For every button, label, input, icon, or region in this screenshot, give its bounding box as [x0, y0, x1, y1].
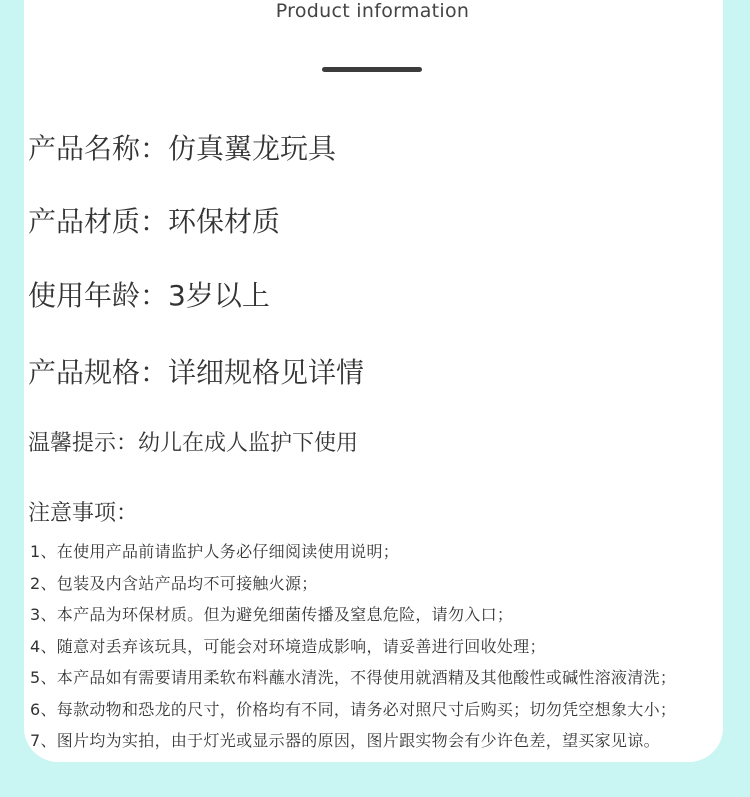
notes-item: 6、每款动物和恐龙的尺寸，价格均有不同，请务必对照尺寸后购买；切勿凭空想象大小； [30, 699, 677, 719]
notes-item: 5、本产品如有需要请用柔软布料蘸水清洗，不得使用就酒精及其他酸性或碱性溶液清洗； [30, 668, 677, 687]
notes-title: 注意事项： [28, 501, 139, 526]
section-title: Product information [275, 0, 470, 22]
notes-item: 7、图片均为实拍，由于灯光或显示器的原因，图片跟实物会有少许色差，望买家见谅。 [30, 731, 660, 750]
product-age: 使用年龄：3岁以上 [28, 279, 270, 312]
product-name: 产品名称：仿真翼龙玩具 [28, 132, 337, 165]
notes-item: 2、包装及内含站产品均不可接触火源； [30, 573, 318, 593]
product-material: 产品材质：环保材质 [28, 205, 281, 238]
notes-list [30, 536, 676, 757]
product-spec: 产品规格：详细规格见详情 [28, 356, 365, 389]
title-divider [322, 67, 422, 72]
notes-item: 3、本产品为环保材质。但为避免细菌传播及窒息危险，请勿入口； [30, 605, 514, 624]
safety-reminder: 温馨提示：幼儿在成人监护下使用 [28, 431, 359, 456]
notes-item: 4、随意对丢弃该玩具，可能会对环境造成影响，请妥善进行回收处理； [30, 636, 546, 656]
notes-item: 1、在使用产品前请监护人务必仔细阅读使用说明； [30, 542, 400, 561]
